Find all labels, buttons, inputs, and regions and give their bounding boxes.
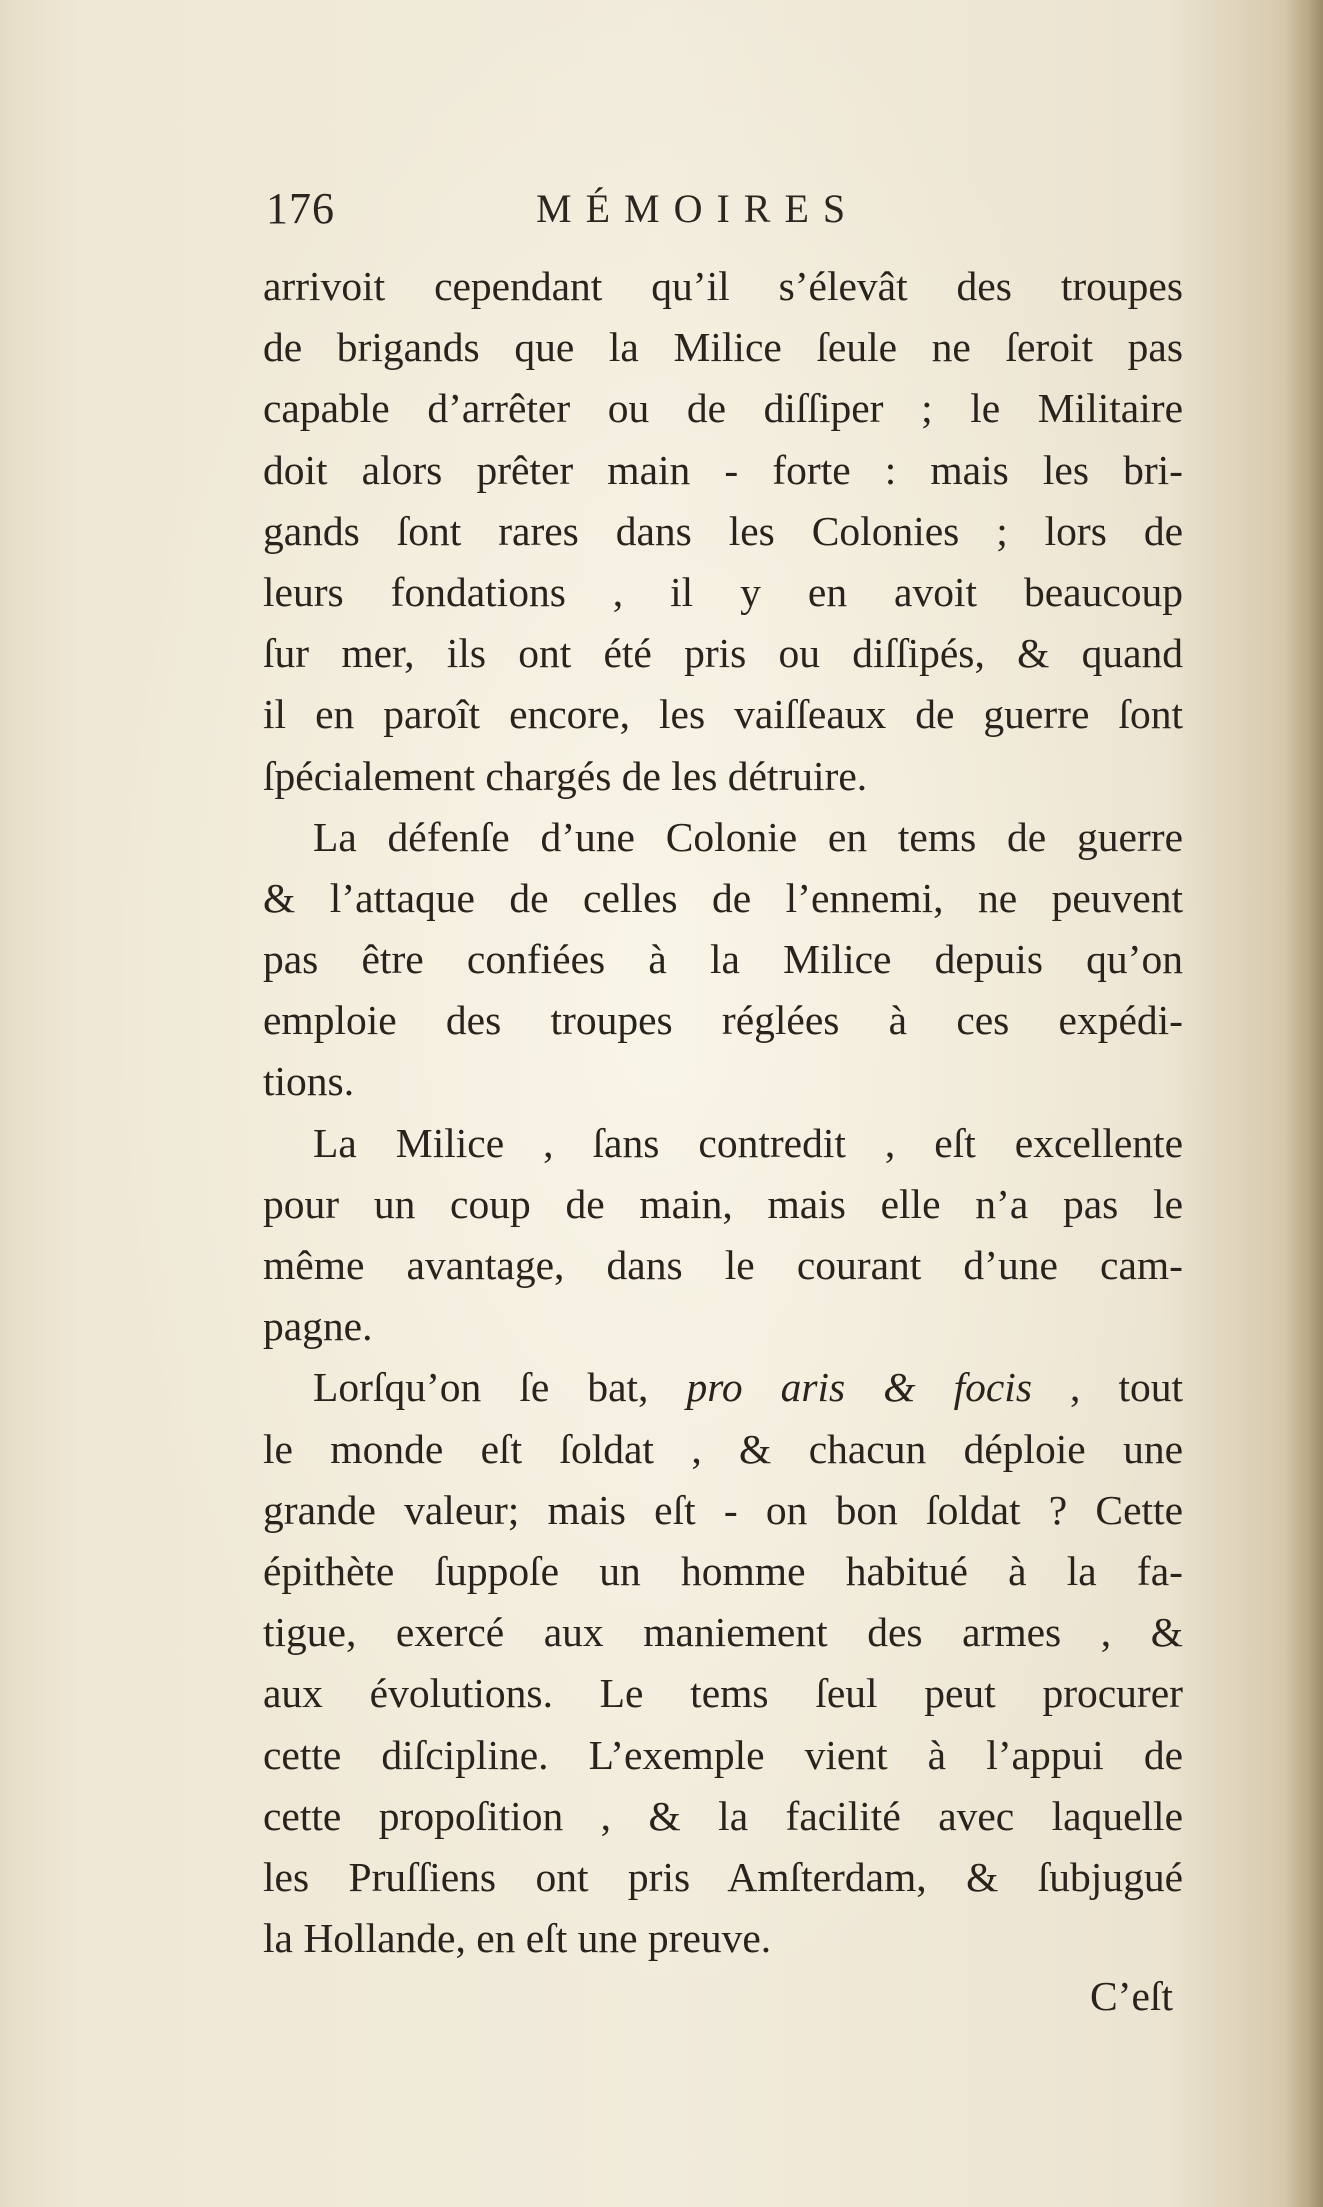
paragraph-start-line: La Milice , ſans contredit , eſt excellente <box>313 1119 1183 1166</box>
text-line: emploie des troupes réglées à ces expédi- <box>263 997 1183 1044</box>
text-line: pour un coup de main, mais elle n’a pas le <box>263 1180 1183 1227</box>
page-edge-shadow <box>1285 0 1323 2207</box>
text-line: pas être confiées à la Milice depuis qu’on <box>263 936 1183 983</box>
text-line: cette propoſition , & la facilité avec laquelle <box>263 1792 1183 1839</box>
text-line: cette diſcipline. L’exemple vient à l’appui de <box>263 1731 1183 1778</box>
paragraph-start-line <box>263 1357 1183 1418</box>
text-line: il en paroît encore, les vaiſſeaux de guerre ſont <box>263 691 1183 738</box>
text-line: ſpécialement chargés de les détruire. <box>263 752 868 799</box>
text-line: même avantage, dans le courant d’une cam- <box>263 1242 1183 1288</box>
text-line: ſur mer, ils ont été pris ou diſſipés, & quand <box>263 630 1183 677</box>
text-line: gands ſont rares dans les Colonies ; lors de <box>263 507 1183 554</box>
text-segment: Lorſqu’on ſe bat, <box>313 1364 649 1411</box>
text-line: doit alors prêter main - forte : mais les bri- <box>263 446 1183 493</box>
text-line: grande valeur; mais eſt - on bon ſoldat ? Cette <box>263 1486 1183 1533</box>
text-segment: , tout <box>1070 1364 1184 1411</box>
text-line: & l’attaque de celles de l’ennemi, ne peuvent <box>263 874 1183 921</box>
body-text <box>263 256 1183 1969</box>
catchword: C’eſt <box>1090 1973 1173 2019</box>
page-header <box>266 183 966 243</box>
running-title: MÉMOIRES <box>536 186 860 231</box>
text-line: la Hollande, en eſt une preuve. <box>263 1915 772 1962</box>
text-line: leurs fondations , il y en avoit beaucoup <box>263 568 1183 615</box>
text-line: capable d’arrêter ou de diſſiper ; le Militaire <box>263 385 1183 432</box>
paragraph-start-line: La défenſe d’une Colonie en tems de guerre <box>313 813 1183 860</box>
text-line: le monde eſt ſoldat , & chacun déploie une <box>263 1425 1183 1472</box>
latin-phrase: pro aris & focis <box>686 1364 1032 1411</box>
text-line: tions. <box>263 1058 355 1105</box>
text-line: arrivoit cependant qu’il s’élevât des troupes <box>263 263 1183 309</box>
page-number: 176 <box>266 184 335 233</box>
text-line: aux évolutions. Le tems ſeul peut procurer <box>263 1670 1183 1717</box>
text-line: épithète ſuppoſe un homme habitué à la fa- <box>263 1547 1183 1594</box>
text-line: de brigands que la Milice ſeule ne ſeroit pas <box>263 324 1183 371</box>
text-line: pagne. <box>263 1303 373 1350</box>
text-line: tigue, exercé aux maniement des armes , & <box>263 1609 1183 1656</box>
text-line: les Pruſſiens ont pris Amſterdam, & ſubjugué <box>263 1853 1183 1900</box>
